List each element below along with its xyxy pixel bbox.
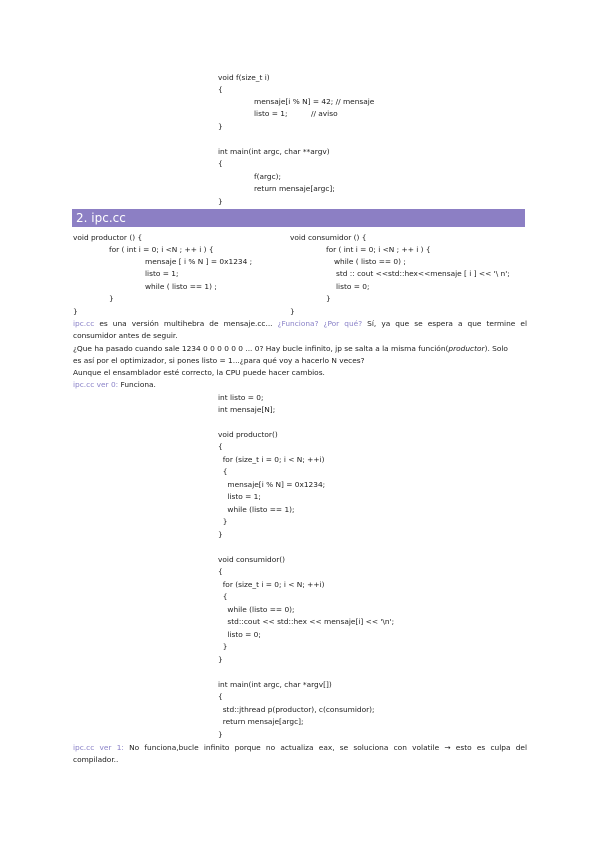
code-line: while ( listo == 1) ; (145, 282, 217, 291)
paragraph-ipc-description: ipc.cc es una versión multihebra de mensaje.cc... ¿Funciona? ¿Por qué? Sí, ya que se espera a que termine el (73, 319, 527, 328)
code-line: return mensaje[argc]; (218, 717, 304, 726)
code-line: f(argc); (254, 172, 282, 181)
code-line: listo = 1; (145, 269, 179, 278)
code-line: } (109, 294, 114, 303)
code-line: return mensaje[argc]; (254, 184, 335, 193)
code-line: for (size_t i = 0; i < N; ++i) (218, 455, 325, 464)
section-heading: 2. ipc.cc (76, 211, 126, 225)
code-line: } (218, 655, 223, 664)
code-line: } (73, 307, 78, 316)
code-line: listo = 0; (218, 630, 261, 639)
code-line: for ( int i = 0; i <N ; ++ i ) { (326, 245, 431, 254)
paragraph-line: Aunque el ensamblador esté correcto, la CPU puede hacer cambios. (73, 368, 325, 377)
code-line: } (326, 294, 331, 303)
paragraph-line: compilador.. (73, 755, 119, 764)
code-line: void consumidor () { (290, 233, 367, 242)
code-line: mensaje[i % N] = 0x1234; (218, 480, 326, 489)
code-line: for ( int i = 0; i <N ; ++ i ) { (109, 245, 214, 254)
code-line: { (218, 592, 228, 601)
file-link-ver0[interactable]: ipc.cc ver 0: (73, 380, 119, 389)
paragraph-line: es así por el optimizador, si pones listo = 1...¿para qué voy a hacerlo N veces? (73, 356, 365, 365)
code-line: listo = 1; // aviso (254, 109, 338, 118)
code-line: void f(size_t i) (218, 73, 270, 82)
code-line: void productor() (218, 430, 278, 439)
code-line: void productor () { (73, 233, 143, 242)
code-line: int listo = 0; (218, 393, 264, 402)
paragraph-ver1: ipc.cc ver 1: No funciona,bucle infinito porque no actualiza eax, se soluciona con volatile → esto es culpa del (73, 743, 528, 752)
paragraph-ver0: ipc.cc ver 0: Funciona. (73, 380, 156, 389)
code-line: int main(int argc, char **argv) (218, 147, 330, 156)
code-line: for (size_t i = 0; i < N; ++i) (218, 580, 325, 589)
code-line: mensaje [ i % N ] = 0x1234 ; (145, 257, 253, 266)
code-line: mensaje[i % N] = 42; // mensaje (254, 97, 375, 106)
code-line: } (218, 730, 223, 739)
code-line: { (218, 159, 223, 168)
code-line: std::jthread p(productor), c(consumidor); (218, 705, 375, 714)
code-line: listo = 0; (336, 282, 370, 291)
code-line: listo = 1; (218, 492, 261, 501)
code-line: while (listo == 1); (218, 505, 295, 514)
code-line: int main(int argc, char *argv[]) (218, 680, 332, 689)
code-line: { (218, 442, 223, 451)
code-line: void consumidor() (218, 555, 286, 564)
code-line: int mensaje[N]; (218, 405, 276, 414)
section-heading-bar (72, 209, 525, 227)
code-line: } (218, 122, 223, 131)
code-line: { (218, 692, 223, 701)
code-line: } (218, 517, 228, 526)
question-highlight: ¿Funciona? ¿Por qué? (277, 319, 363, 328)
code-line: } (218, 197, 223, 206)
code-line: } (218, 530, 223, 539)
code-line: } (290, 307, 295, 316)
code-line: while (listo == 0); (218, 605, 295, 614)
code-line: std :: cout <<std::hex<<mensaje [ i ] << '\ n'; (336, 269, 510, 278)
file-link-ver1[interactable]: ipc.cc ver 1: (73, 743, 124, 752)
paragraph-line: consumidor antes de seguir. (73, 331, 178, 340)
code-line: while ( listo == 0) ; (334, 257, 406, 266)
code-line: std::cout << std::hex << mensaje[i] << '\n'; (218, 617, 395, 626)
file-link-ipc[interactable]: ipc.cc (73, 319, 95, 328)
paragraph-question-line: ¿Que ha pasado cuando sale 1234 0 0 0 0 0 0 ... 0? Hay bucle infinito, jp se salta a la misma función(productor). Solo (73, 344, 508, 353)
code-line: { (218, 467, 228, 476)
code-line: } (218, 642, 228, 651)
code-line: { (218, 567, 223, 576)
code-line: { (218, 85, 223, 94)
